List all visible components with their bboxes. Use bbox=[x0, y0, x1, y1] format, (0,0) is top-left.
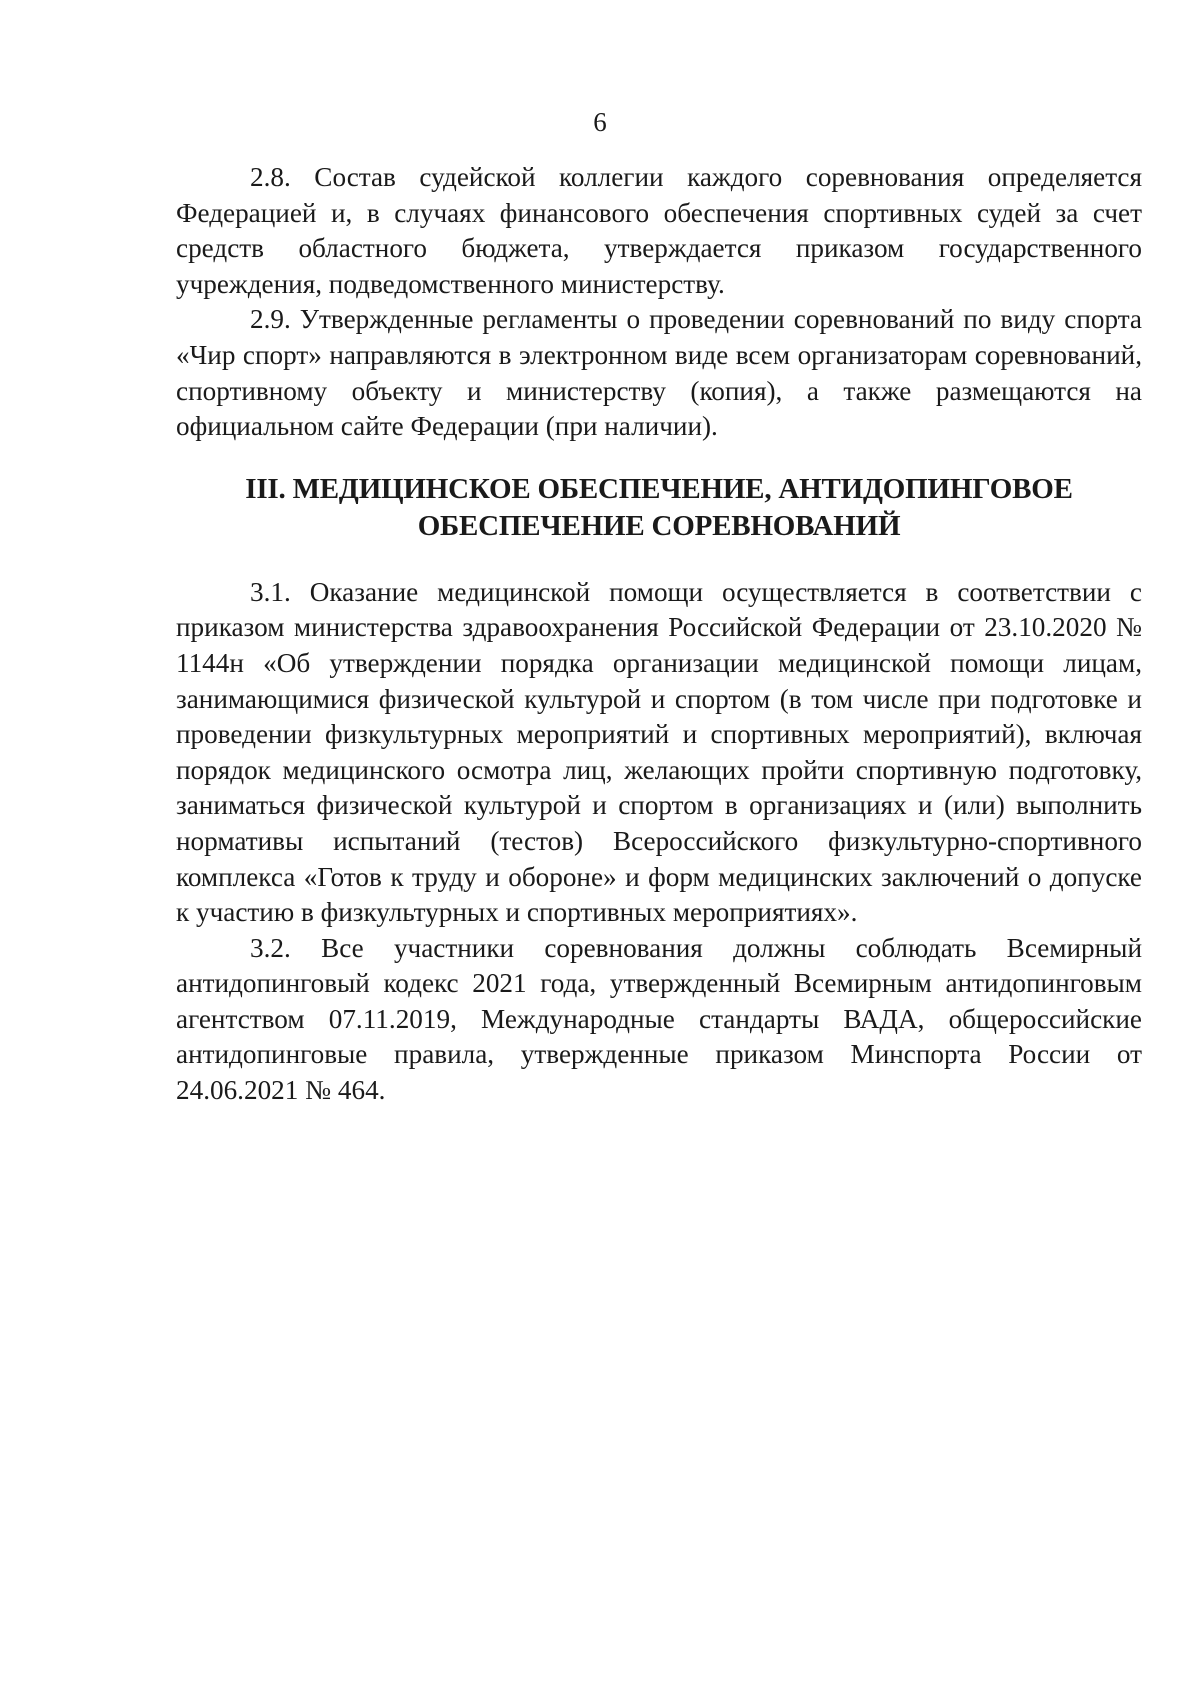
paragraph-2-8: 2.8. Состав судейской коллегии каждого соревнования определяется Федерацией и, в случаях финансового обеспечения спортивных судей за счет средств областного бюджета, утверждается приказом государственного учреждения, подведомственного министерству. bbox=[176, 162, 1142, 299]
paragraph-2-9: 2.9. Утвержденные регламенты о проведении соревнований по виду спорта «Чир спорт» направляются в электронном виде всем организаторам соревнований, спортивному объекту и министерству (копия), а также размещаются на официальном сайте Федерации (при наличии). bbox=[176, 304, 1142, 442]
section-heading: III. МЕДИЦИНСКОЕ ОБЕСПЕЧЕНИЕ, АНТИДОПИНГОВОЕ ОБЕСПЕЧЕНИЕ СОРЕВНОВАНИЙ bbox=[245, 472, 1073, 542]
paragraph-3-2: 3.2. Все участники соревнования должны соблюдать Всемирный антидопинговый кодекс 2021 года, утвержденный Всемирным антидопинговым агентством 07.11.2019, Международные стандарты ВАДА, общероссийские антидопинговые правила, утвержденные приказом Минспорта России от 24.06.2021 № 464. bbox=[176, 932, 1142, 1106]
page-number: 6 bbox=[593, 107, 607, 137]
document-body bbox=[176, 160, 1142, 1109]
paragraph-3-1: 3.1. Оказание медицинской помощи осуществляется в соответствии с приказом министерства здравоохранения Российской Федерации от 23.10.2020 № 1144н «Об утверждении порядка организации медицинской помощи лицам, занимающимися физической культурой и спортом (в том числе при подготовке и проведении физкультурных мероприятий и спортивных мероприятий), включая порядок медицинского осмотра лиц, желающих пройти спортивную подготовку, заниматься физической культурой и спортом в организациях и (или) выполнить нормативы испытаний (тестов) Всероссийского физкультурно-спортивного комплекса «Готов к труду и обороне» и форм медицинских заключений о допуске к участию в физкультурных и спортивных мероприятиях». bbox=[176, 576, 1142, 928]
